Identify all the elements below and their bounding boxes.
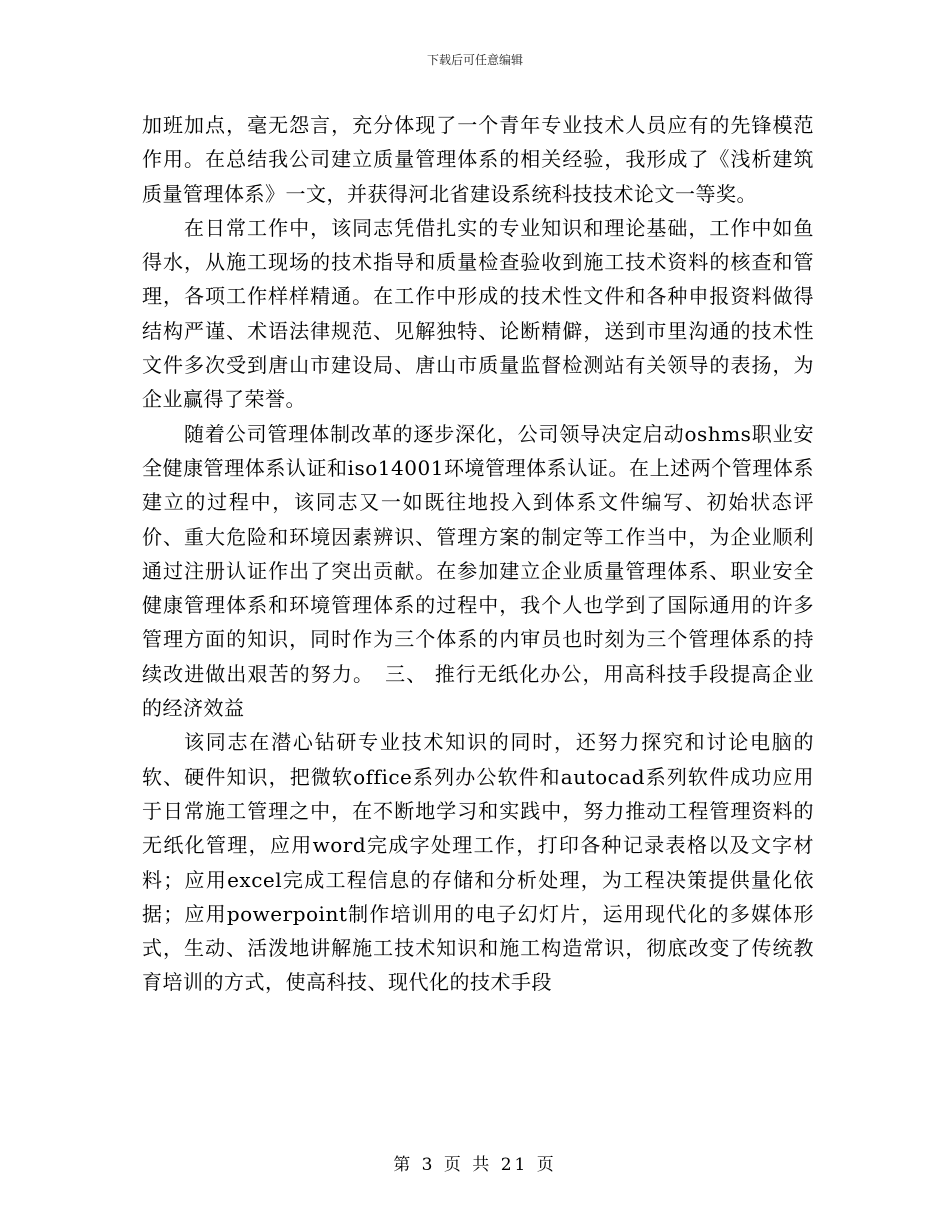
body-paragraph: 该同志在潜心钻研专业技术知识的同时，还努力探究和讨论电脑的软、硬件知识，把微软office系列办公软件和autocad系列软件成功应用于日常施工管理之中，在不断地学习和实践中，努力推动工程管理资料的无纸化管理，应用word完成字处理工作，打印各种记录表格以及文字材料；应用excel完成工程信息的存储和分析处理，为工程决策提供量化依据；应用powerpoint制作培训用的电子幻灯片，运用现代化的多媒体形式，生动、活泼地讲解施工技术知识和施工构造常识，彻底改变了传统教育培训的方式，使高科技、现代化的技术手段 [142,730,814,995]
page-number-footer: 第 3 页 共 21 页 [393,1155,557,1175]
body-paragraph: 加班加点，毫无怨言，充分体现了一个青年专业技术人员应有的先锋模范作用。在总结我公司建立质量管理体系的相关经验，我形成了《浅析建筑质量管理体系》一文，并获得河北省建设系统科技技术论文一等奖。 [142,113,814,206]
document-body [142,108,814,1000]
body-paragraph: 在日常工作中，该同志凭借扎实的专业知识和理论基础，工作中如鱼得水，从施工现场的技术指导和质量检查验收到施工技术资料的核查和管理，各项工作样样精通。在工作中形成的技术性文件和各种申报资料做得结构严谨、术语法律规范、见解独特、论断精僻，送到市里沟通的技术性文件多次受到唐山市建设局、唐山市质量监督检测站有关领导的表扬，为企业赢得了荣誉。 [142,215,814,412]
page-header: 下载后可任意编辑 [426,53,523,67]
body-paragraph: 随着公司管理体制改革的逐步深化，公司领导决定启动oshms职业安全健康管理体系认证和iso14001环境管理体系认证。在上述两个管理体系建立的过程中，该同志又一如既往地投入到体系文件编写、初始状态评价、重大危险和环境因素辨识、管理方案的制定等工作当中，为企业顺利通过注册认证作出了突出贡献。在参加建立企业质量管理体系、职业安全健康管理体系和环境管理体系的过程中，我个人也学到了国际通用的许多管理方面的知识，同时作为三个体系的内审员也时刻为三个管理体系的持续改进做出艰苦的努力。 三、 推行无纸化办公，用高科技手段提高企业的经济效益 [142,421,814,721]
